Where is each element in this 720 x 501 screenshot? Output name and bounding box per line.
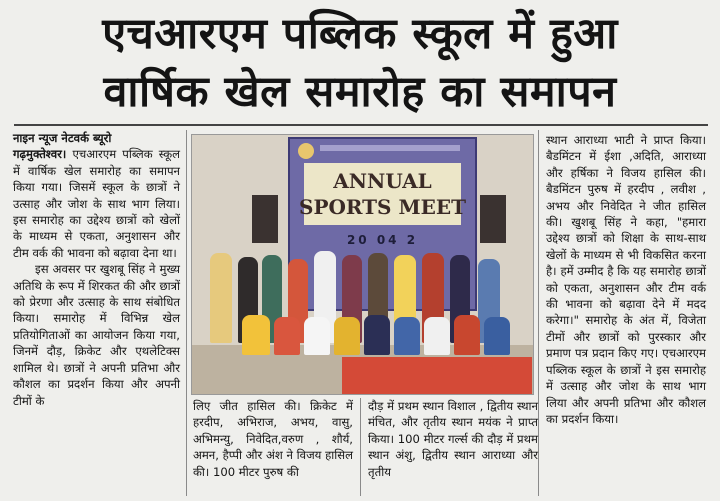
- paragraph-2: इस अवसर पर खुशबू सिंह ने मुख्य अतिथि के रूप में शिरकत की और छात्रों को प्रेरणा और उत्साह के साथ संबोधित किया। समारोह में विभिन्न खेल प्रतियोगिताओं का आयोजन किया गया, जिनमें दौड़, क्रिकेट और एथलेटिक्स शामिल थे। छात्रों ने अपनी प्रतिभा और कौशल का प्रदर्शन किया और अपनी टीमों के: [13, 262, 180, 408]
- headline-rule: [14, 124, 708, 126]
- byline-dateline: गढ़मुक्तेश्वर।: [13, 147, 67, 162]
- article-column-1: [13, 130, 180, 409]
- student-seated: [424, 317, 450, 355]
- headline-line-1: एचआरएम पब्लिक स्कूल में हुआ: [102, 9, 618, 59]
- column-divider: [538, 130, 539, 496]
- student: [210, 253, 232, 343]
- student-seated: [484, 317, 510, 355]
- student-seated: [334, 317, 360, 355]
- student-seated: [364, 315, 390, 355]
- student-seated: [304, 317, 330, 355]
- banner-title-line-1: ANNUAL: [333, 169, 432, 193]
- red-carpet: [342, 357, 532, 394]
- window-right: [480, 195, 506, 243]
- banner-title-line-2: SPORTS MEET: [299, 195, 466, 219]
- column-divider: [186, 130, 187, 496]
- banner-date: 20 04 2: [346, 233, 419, 247]
- student-seated: [242, 315, 270, 355]
- byline-network: नाइन न्यूज नेटवर्क ब्यूरो: [13, 131, 112, 145]
- student-seated: [274, 317, 300, 355]
- student-seated: [454, 315, 480, 355]
- banner-subtitle-strip: [320, 145, 460, 151]
- article-column-2: लिए जीत हासिल की। क्रिकेट में हरदीप, अभिराज, अभय, वासु, अभिमन्यु, निवेदित,वरुण , शौर्य, अमन, हैप्पी और अंश ने विजय हासिल की। 100 मीटर पुरुष की: [193, 399, 353, 479]
- window-left: [252, 195, 278, 243]
- school-logo-icon: [298, 143, 314, 159]
- column-divider: [360, 398, 361, 496]
- paragraph-1-text: एचआरएम पब्लिक स्कूल में वार्षिक खेल समारोह का समापन किया गया। जिसमें स्कूल के छात्रों ने उत्साह और जोश के साथ भाग लिया। इस समारोह का उद्देश्य छात्रों को खेलों के माध्यम से एकता, अनुशासन और टीम वर्क की भावना को बढ़ावा देना था।: [13, 147, 181, 260]
- article-column-3: दौड़ में प्रथम स्थान विशाल , द्वितीय स्थान मंचित, और तृतीय स्थान मयंक ने प्राप्त किया। 100 मीटर गर्ल्स की दौड़ में प्रथम स्थान अंशु, द्वितीय स्थान आराध्या और तृतीय: [368, 399, 538, 479]
- student-seated: [394, 317, 420, 355]
- event-photo: [191, 134, 534, 395]
- headline-line-2: वार्षिक खेल समारोह का समापन: [103, 67, 617, 117]
- article-column-4: स्थान आराध्या भाटी ने प्राप्त किया। बैडमिंटन में ईशा ,अदिति, आराध्या और हर्षिका ने विजय हासिल की। बैडमिंटन पुरुष में हरदीप , लवीश , अभय और निवेदित ने जीत हासिल की। खुशबू सिंह ने कहा, "हमारा उद्देश्य छात्रों को शिक्षा के साथ-साथ खेलों के माध्यम से भी विकसित करना है। हमें उम्मीद है कि यह समारोह छात्रों को एकता, अनुशासन और टीम वर्क की भावना को बढ़ावा देने में मदद करेगा।" समारोह के अंत में, विजेता टीमों और छात्रों को पुरस्कार और प्रमाण पत्र प्रदान किए गए। एचआरएम पब्लिक स्कूल के छात्रों ने इस समारोह में उत्साह और जोश के साथ भाग लिया और अपनी प्रतिभा और कौशल का प्रदर्शन किया।: [546, 133, 706, 426]
